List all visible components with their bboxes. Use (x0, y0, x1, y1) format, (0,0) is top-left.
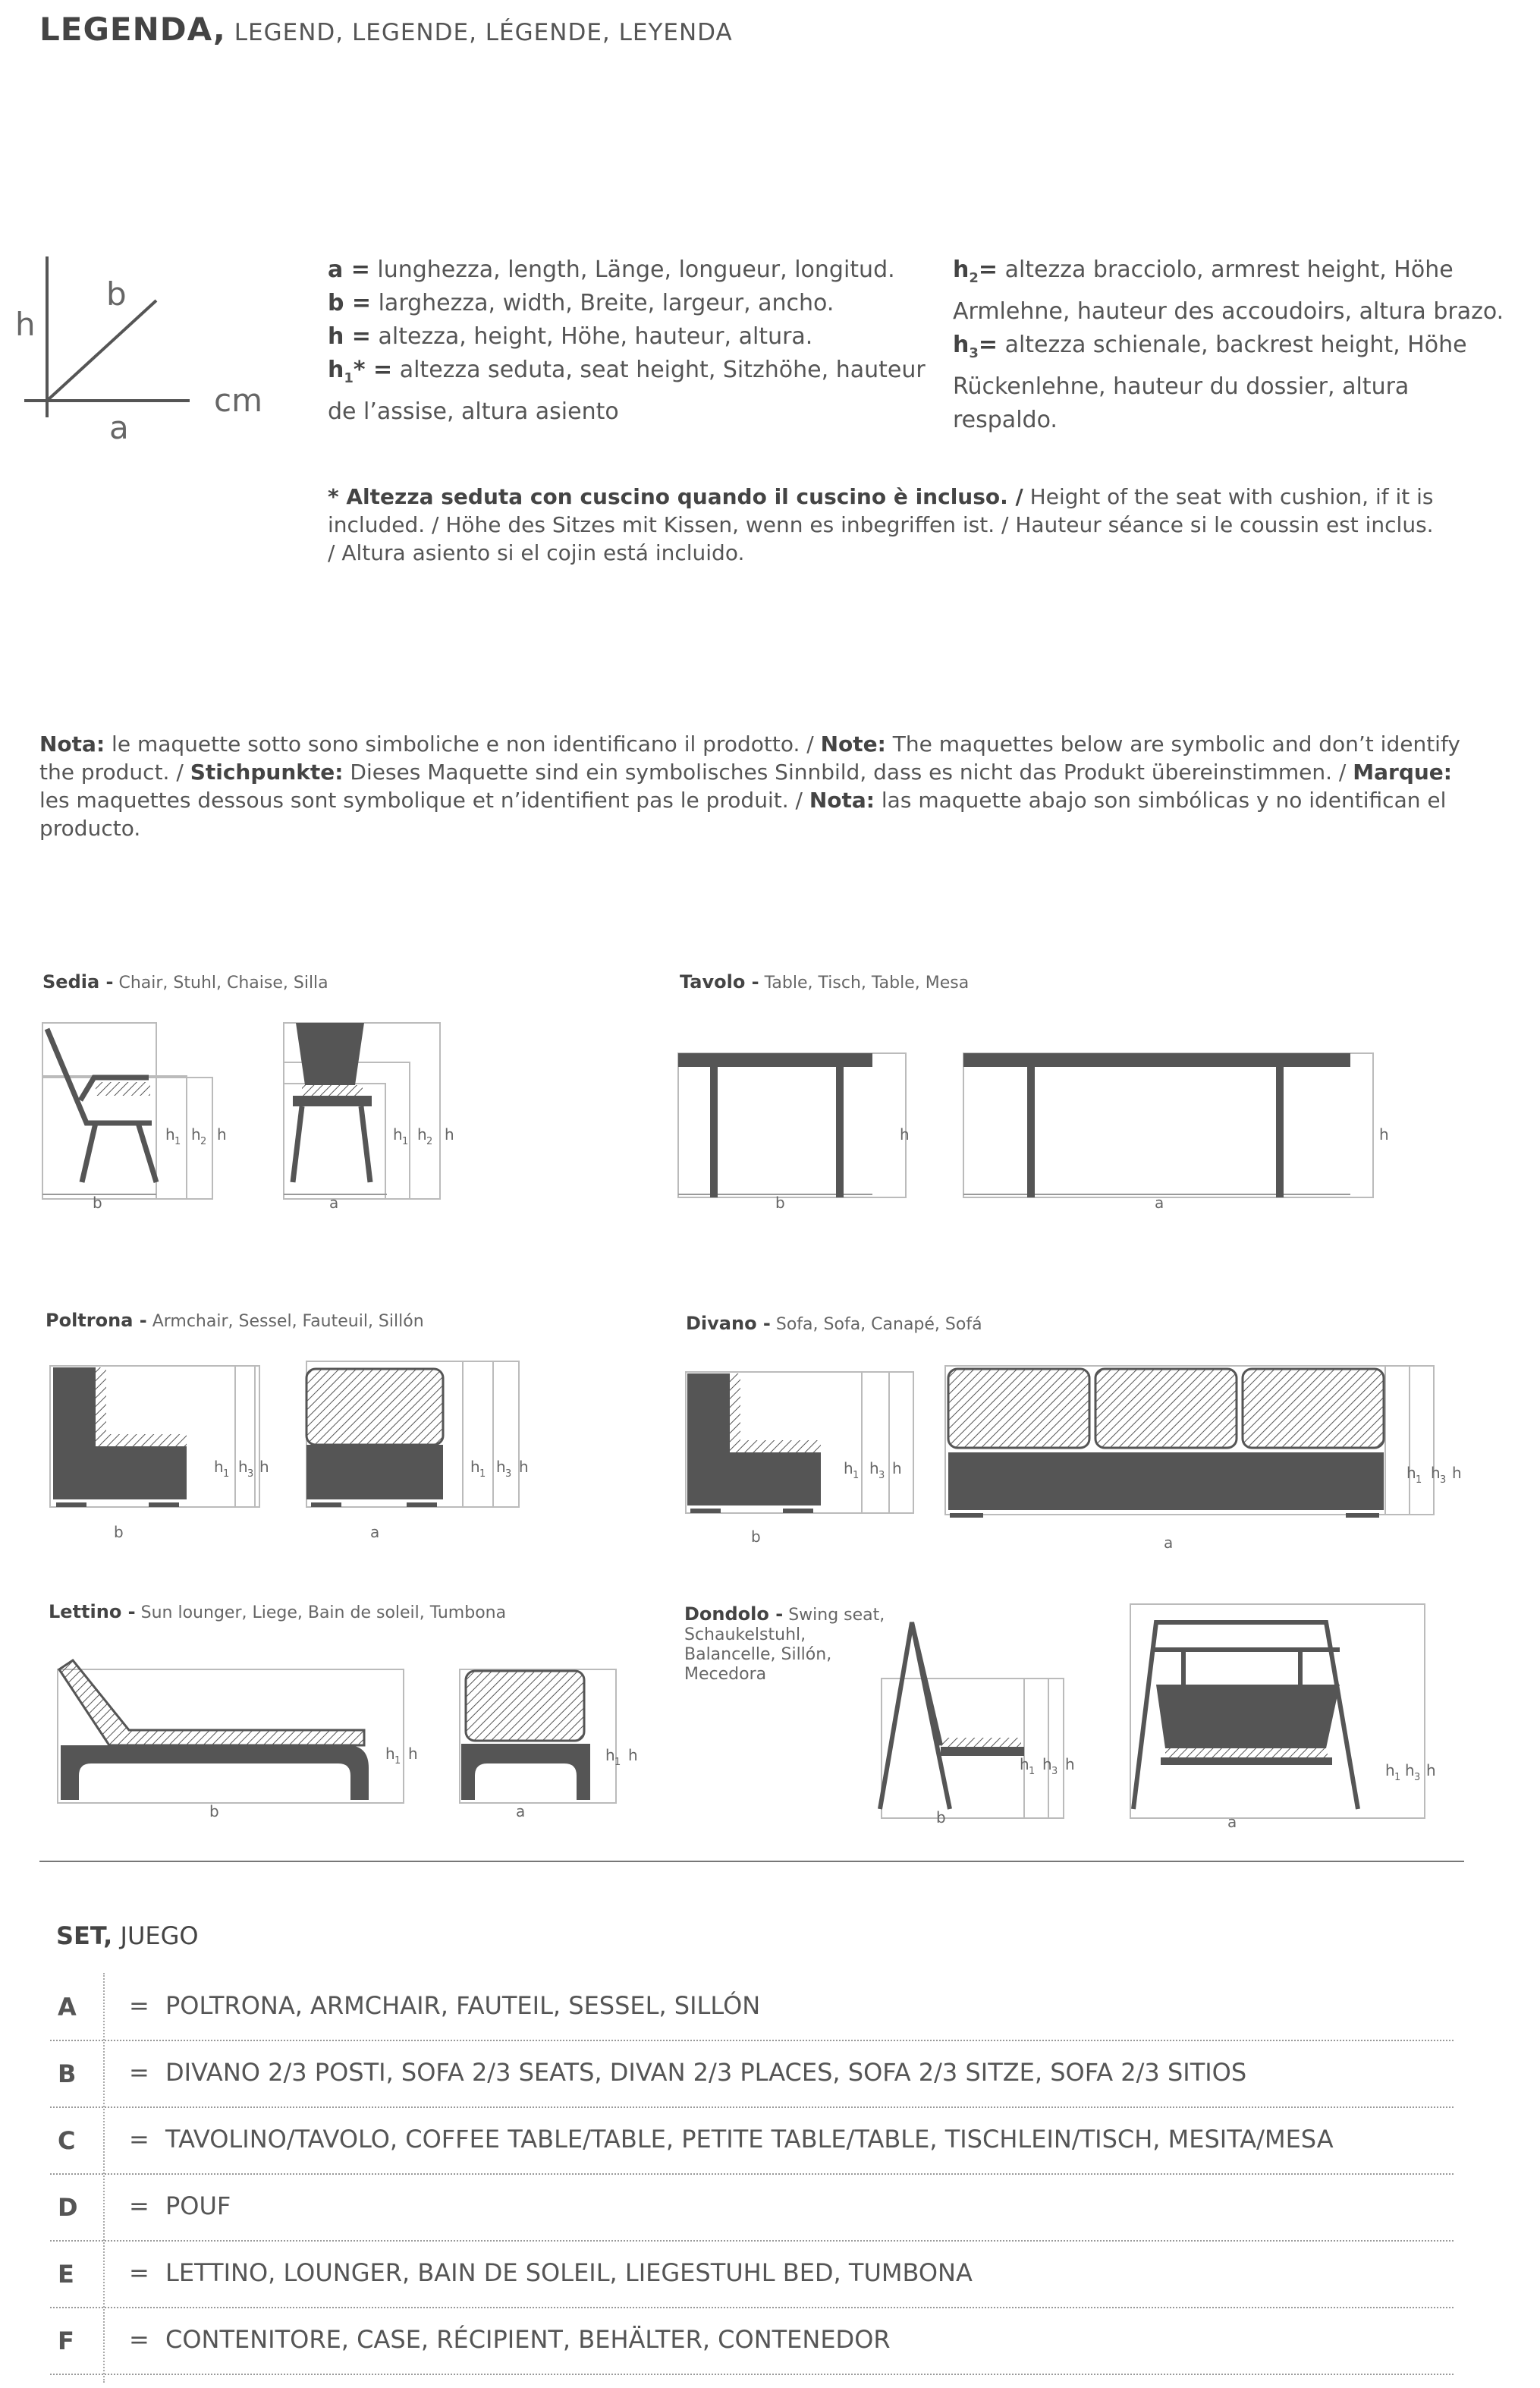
set-key: F (58, 2327, 74, 2355)
dim-h3: h (496, 1458, 506, 1476)
axis-h-label: h (15, 306, 36, 343)
set-key: C (58, 2126, 76, 2155)
dim-h: h (259, 1458, 269, 1476)
category-lettino: Lettino - Sun lounger, Liege, Bain de soleil, Tumbona (49, 1601, 507, 1622)
dim-a-poltrona: a (370, 1523, 380, 1541)
dimension-axes-diagram (15, 250, 288, 448)
set-value: CONTENITORE, CASE, RÉCIPIENT, BEHÄLTER, CONTENEDOR (165, 2325, 891, 2354)
dim-b-divano: b (751, 1528, 761, 1546)
definitions-left (328, 253, 927, 429)
set-title: SET, JUEGO (56, 1921, 199, 1950)
set-equals: = (129, 1991, 149, 2020)
dim-h2: h (417, 1125, 427, 1144)
dim-h1: h (165, 1125, 175, 1144)
set-key: A (58, 1993, 77, 2021)
dim-h1-sub: 1 (1416, 1474, 1422, 1486)
set-equals: = (129, 2258, 149, 2287)
dim-h: h (519, 1458, 529, 1476)
dim-b-sedia: b (93, 1194, 102, 1212)
dim-h1-sub: 1 (394, 1755, 401, 1767)
dim-b-tavolo: b (775, 1194, 785, 1212)
dim-h1: h (393, 1125, 403, 1144)
dim-h3-sub: 3 (1414, 1772, 1421, 1783)
dim-h: h (628, 1746, 638, 1764)
category-divano: Divano - Sofa, Sofa, Canapé, Sofá (686, 1313, 982, 1334)
dim-a-lettino: a (516, 1802, 526, 1820)
dim-h: h (1452, 1464, 1462, 1482)
set-row-a (50, 1974, 1454, 2041)
dim-b-lettino: b (209, 1802, 219, 1820)
seat-height-note: * Altezza seduta con cuscino quando il cuscino è incluso. / Height of the seat with cushion, if it is included. / Höhe des Sitzes mit Kissen, wenn es inbegriffen ist. / Hauteur séance si le coussin est inclus. / Altura asiento si el cojin está incluido. (328, 484, 1434, 565)
definition-h2: $h_2=$ altezza bracciolo, armrest height, Höhe Armlehne, hauteur des accoudoirs, altura brazo. (953, 256, 1504, 325)
definition-h1: $h_1*$ = altezza seduta, seat height, Sitzhöhe, hauteur de l’assise, altura asiento (328, 357, 926, 425)
dim-h3-sub: 3 (878, 1470, 885, 1481)
page-title: LEGENDA, LEGEND, LEGENDE, LÉGENDE, LEYENDA (39, 11, 733, 48)
set-value: DIVANO 2/3 POSTI, SOFA 2/3 SEATS, DIVAN 2/3 PLACES, SOFA 2/3 SITZE, SOFA 2/3 SITIOS (165, 2058, 1247, 2087)
unit-label: cm (214, 382, 263, 419)
dim-a-sedia: a (329, 1194, 339, 1212)
dim-a-tavolo: a (1155, 1194, 1164, 1212)
dim-h1-sub: 1 (853, 1470, 860, 1481)
dim-b-poltrona: b (114, 1523, 124, 1541)
dim-h3: h (1431, 1464, 1441, 1482)
dim-h3-sub: 3 (1440, 1474, 1447, 1486)
set-row-b (50, 2041, 1454, 2108)
set-equals: = (129, 2125, 149, 2154)
dim-h3: h (238, 1458, 248, 1476)
set-key: B (58, 2059, 77, 2088)
set-value: POLTRONA, ARMCHAIR, FAUTEIL, SESSEL, SILLÓN (165, 1991, 761, 2020)
dim-h3-sub: 3 (505, 1468, 512, 1480)
dim-h: h (900, 1125, 910, 1144)
definition-b: b = larghezza, width, Breite, largeur, ancho. (328, 290, 834, 316)
dim-h: h (445, 1125, 454, 1144)
section-divider (39, 1861, 1464, 1862)
dim-h2-sub: 2 (426, 1136, 433, 1147)
dim-h: h (892, 1459, 902, 1477)
set-row-d (50, 2175, 1454, 2242)
dim-h1-sub: 1 (402, 1136, 409, 1147)
dim-h1-sub: 1 (1029, 1766, 1036, 1777)
dim-h1-sub: 1 (174, 1136, 181, 1147)
dim-a-divano: a (1164, 1534, 1174, 1552)
set-row-c (50, 2108, 1454, 2175)
dim-h3-sub: 3 (247, 1468, 254, 1480)
dim-h1: h (605, 1746, 615, 1764)
category-sedia: Sedia - Chair, Stuhl, Chaise, Silla (42, 971, 328, 993)
dim-h1: h (385, 1745, 395, 1763)
dim-h: h (1065, 1755, 1075, 1773)
dim-h1: h (470, 1458, 480, 1476)
dim-h3: h (1042, 1755, 1052, 1773)
furniture-maquettes (0, 986, 1540, 1836)
set-value: TAVOLINO/TAVOLO, COFFEE TABLE/TABLE, PETITE TABLE/TABLE, TISCHLEIN/TISCH, MESITA/MESA (165, 2125, 1334, 2154)
dim-h1: h (1385, 1761, 1395, 1779)
definitions-right (953, 253, 1514, 437)
dim-b-dondolo: b (936, 1808, 946, 1826)
dim-h2-sub: 2 (200, 1136, 207, 1147)
definition-h3: $h_3=$ altezza schienale, backrest height, Höhe Rückenlehne, hauteur du dossier, altura respaldo. (953, 332, 1467, 433)
category-dondolo: Dondolo - Swing seat, Schaukelstuhl, Balancelle, Sillón, Mecedora (684, 1603, 885, 1684)
set-value: POUF (165, 2191, 231, 2220)
dim-h: h (217, 1125, 227, 1144)
definition-h: h = altezza, height, Höhe, hauteur, altura. (328, 323, 813, 350)
dim-h1-sub: 1 (479, 1468, 486, 1480)
dim-h: h (408, 1745, 418, 1763)
dim-a-dondolo: a (1227, 1813, 1237, 1831)
set-key: D (58, 2193, 78, 2222)
dim-h: h (1379, 1125, 1389, 1144)
dim-h1: h (1406, 1464, 1416, 1482)
axis-b-label: b (106, 275, 127, 313)
set-equals: = (129, 2058, 149, 2087)
dim-h1-sub: 1 (1394, 1772, 1401, 1783)
category-poltrona: Poltrona - Armchair, Sessel, Fauteuil, Sillón (46, 1310, 424, 1331)
dim-h1: h (1020, 1755, 1029, 1773)
set-row-e (50, 2242, 1454, 2308)
category-tavolo: Tavolo - Table, Tisch, Table, Mesa (680, 971, 970, 993)
set-value: LETTINO, LOUNGER, BAIN DE SOLEIL, LIEGESTUHL BED, TUMBONA (165, 2258, 973, 2287)
dim-h3: h (1405, 1761, 1415, 1779)
dim-h: h (1426, 1761, 1436, 1779)
maquette-note: Nota: le maquette sotto sono simboliche e non identificano il prodotto. / Note: The maquettes below are symbolic and don’t identify the product. / Stichpunkte: Dieses Maquette sind ein symbolisches Sinnbild, dass es nicht das Produkt übereinstimmen. / Marque: les maquettes dessous sont symbolique et n’identifient pas le produit. / Nota: las maquette abajo son simbólicas y no identifican el producto. (39, 732, 1460, 841)
definition-a: a = lunghezza, length, Länge, longueur, longitud. (328, 256, 895, 283)
dim-h1-sub: 1 (614, 1757, 621, 1768)
dim-h2: h (191, 1125, 201, 1144)
dim-h1-sub: 1 (223, 1468, 230, 1480)
set-equals: = (129, 2325, 149, 2354)
dim-h1: h (214, 1458, 224, 1476)
set-key: E (58, 2260, 74, 2289)
set-equals: = (129, 2191, 149, 2220)
dim-h3-sub: 3 (1051, 1766, 1058, 1777)
set-row-f (50, 2308, 1454, 2375)
axis-a-label: a (109, 409, 129, 446)
dim-h3: h (869, 1459, 879, 1477)
dim-h1: h (844, 1459, 853, 1477)
